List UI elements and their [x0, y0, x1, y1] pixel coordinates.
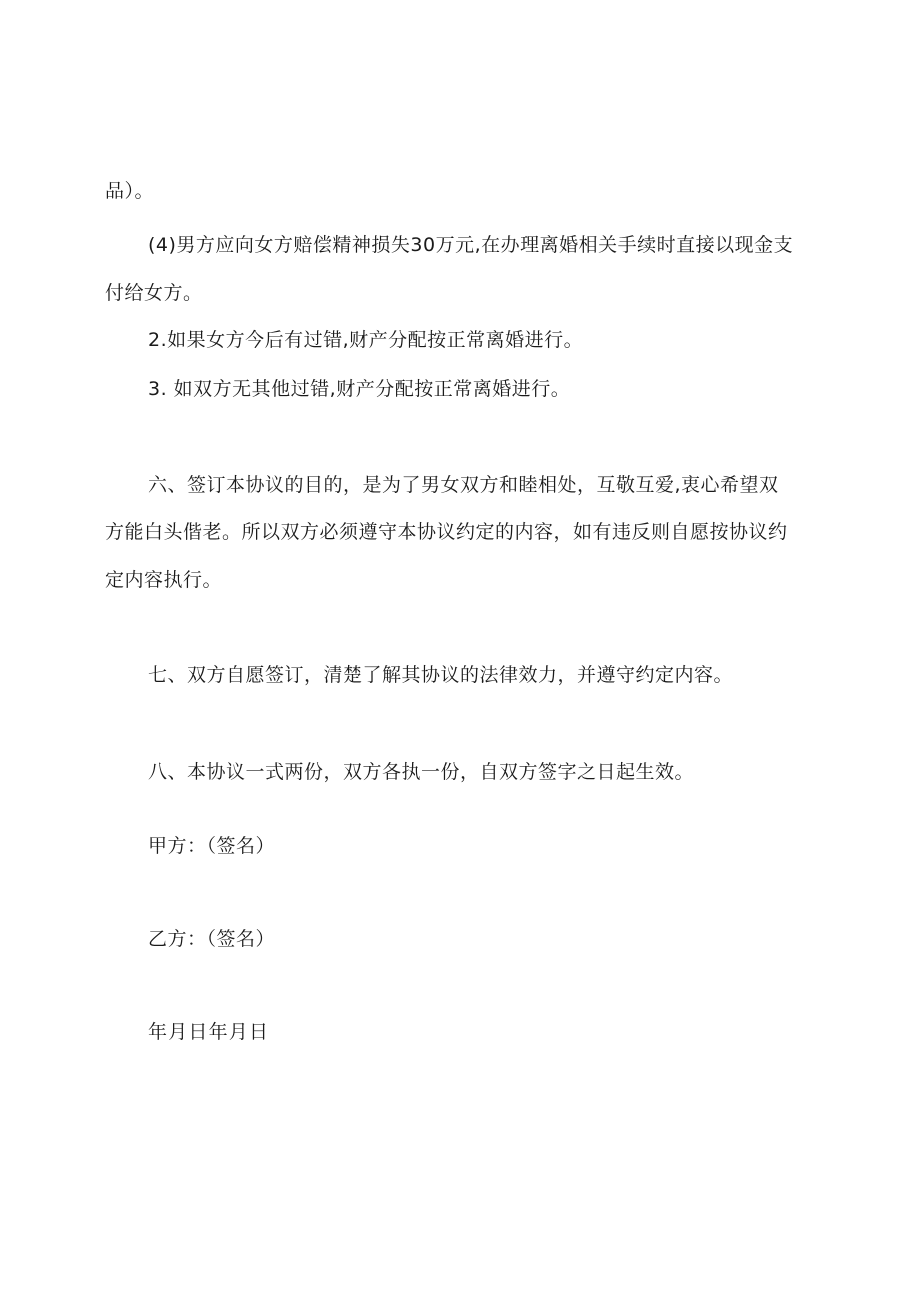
clause-item-4-line-2: 付给女方。 [105, 282, 203, 304]
section-8: 八、本协议一式两份，双方各执一份，自双方签字之日起生效。 [148, 761, 695, 783]
section-7: 七、双方自愿签订，清楚了解其协议的法律效力，并遵守约定内容。 [148, 664, 734, 686]
clause-item-3: 3. 如双方无其他过错,财产分配按正常离婚进行。 [148, 378, 571, 400]
date-line: 年月日年月日 [148, 1021, 270, 1043]
section-6-line-3: 定内容执行。 [105, 569, 223, 591]
party-a-signature-line: 甲方：（签名） [148, 835, 276, 857]
section-6-line-2: 方能白头偕老。所以双方必须遵守本协议约定的内容，如有违反则自愿按协议约 [105, 521, 788, 543]
party-b-signature-line: 乙方：（签名） [148, 928, 276, 950]
paragraph-continuation: 品）。 [105, 180, 155, 202]
section-6-line-1: 六、签订本协议的目的，是为了男女双方和睦相处，互敬互爱,衷心希望双 [148, 474, 779, 496]
clause-item-4-line-1: (4)男方应向女方赔偿精神损失30万元,在办理离婚相关手续时直接以现金支 [148, 234, 794, 256]
clause-item-2: 2.如果女方今后有过错,财产分配按正常离婚进行。 [148, 329, 584, 351]
